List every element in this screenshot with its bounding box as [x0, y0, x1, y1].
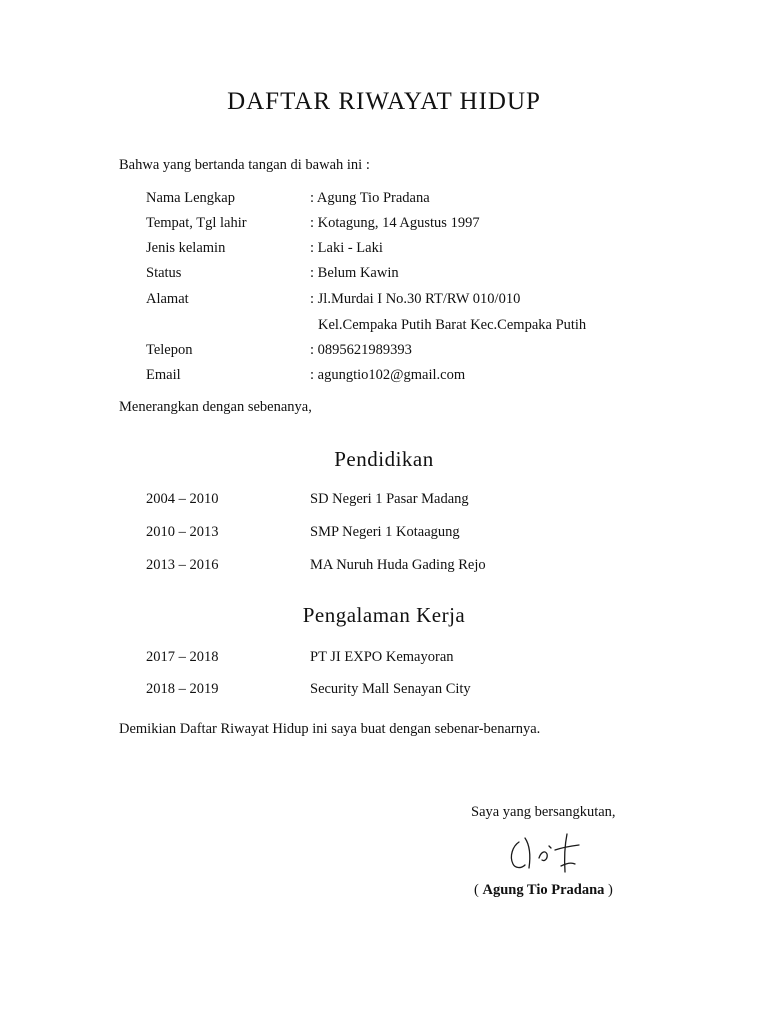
education-years: 2004 – 2010	[146, 491, 219, 507]
label-email: Email	[146, 367, 181, 383]
statement-text: Demikian Daftar Riwayat Hidup ini saya buat dengan sebenar-benarnya.	[119, 721, 541, 737]
experience-years: 2017 – 2018	[146, 649, 219, 665]
value-nama-lengkap: : Agung Tio Pradana	[310, 190, 430, 206]
value-jenis-kelamin: : Laki - Laki	[310, 240, 383, 256]
open-parenthesis: (	[474, 882, 483, 898]
experience-years: 2018 – 2019	[146, 681, 219, 697]
education-school: SMP Negeri 1 Kotaagung	[310, 524, 460, 540]
close-parenthesis: )	[604, 882, 613, 898]
value-telepon: : 0895621989393	[310, 342, 412, 358]
experience-place: PT JI EXPO Kemayoran	[310, 649, 454, 665]
value-status: : Belum Kawin	[310, 265, 399, 281]
experience-heading: Pengalaman Kerja	[302, 603, 466, 627]
value-alamat-line2: Kel.Cempaka Putih Barat Kec.Cempaka Putih	[318, 317, 587, 333]
intro-text: Bahwa yang bertanda tangan di bawah ini :	[119, 157, 370, 173]
document-title: DAFTAR RIWAYAT HIDUP	[227, 88, 541, 115]
label-nama-lengkap: Nama Lengkap	[146, 190, 235, 206]
label-telepon: Telepon	[146, 342, 193, 358]
value-alamat-line1: : Jl.Murdai I No.30 RT/RW 010/010	[310, 291, 521, 307]
closing-intro-text: Menerangkan dengan sebenanya,	[119, 399, 312, 415]
education-heading: Pendidikan	[334, 447, 434, 471]
label-jenis-kelamin: Jenis kelamin	[146, 240, 226, 256]
education-school: MA Nuruh Huda Gading Rejo	[310, 557, 486, 573]
education-school: SD Negeri 1 Pasar Madang	[310, 491, 469, 507]
label-tempat-tgl-lahir: Tempat, Tgl lahir	[146, 215, 247, 231]
signatory-name: Agung Tio Pradana	[482, 882, 605, 898]
value-tempat-tgl-lahir: : Kotagung, 14 Agustus 1997	[310, 215, 480, 231]
handwritten-signature-icon	[505, 828, 595, 878]
experience-place: Security Mall Senayan City	[310, 681, 471, 697]
value-email: : agungtio102@gmail.com	[310, 367, 466, 383]
education-years: 2010 – 2013	[146, 524, 219, 540]
education-years: 2013 – 2016	[146, 557, 219, 573]
sign-off-greeting: Saya yang bersangkutan,	[471, 804, 616, 820]
label-status: Status	[146, 265, 182, 281]
signatory-line	[474, 881, 613, 899]
label-alamat: Alamat	[146, 291, 189, 307]
